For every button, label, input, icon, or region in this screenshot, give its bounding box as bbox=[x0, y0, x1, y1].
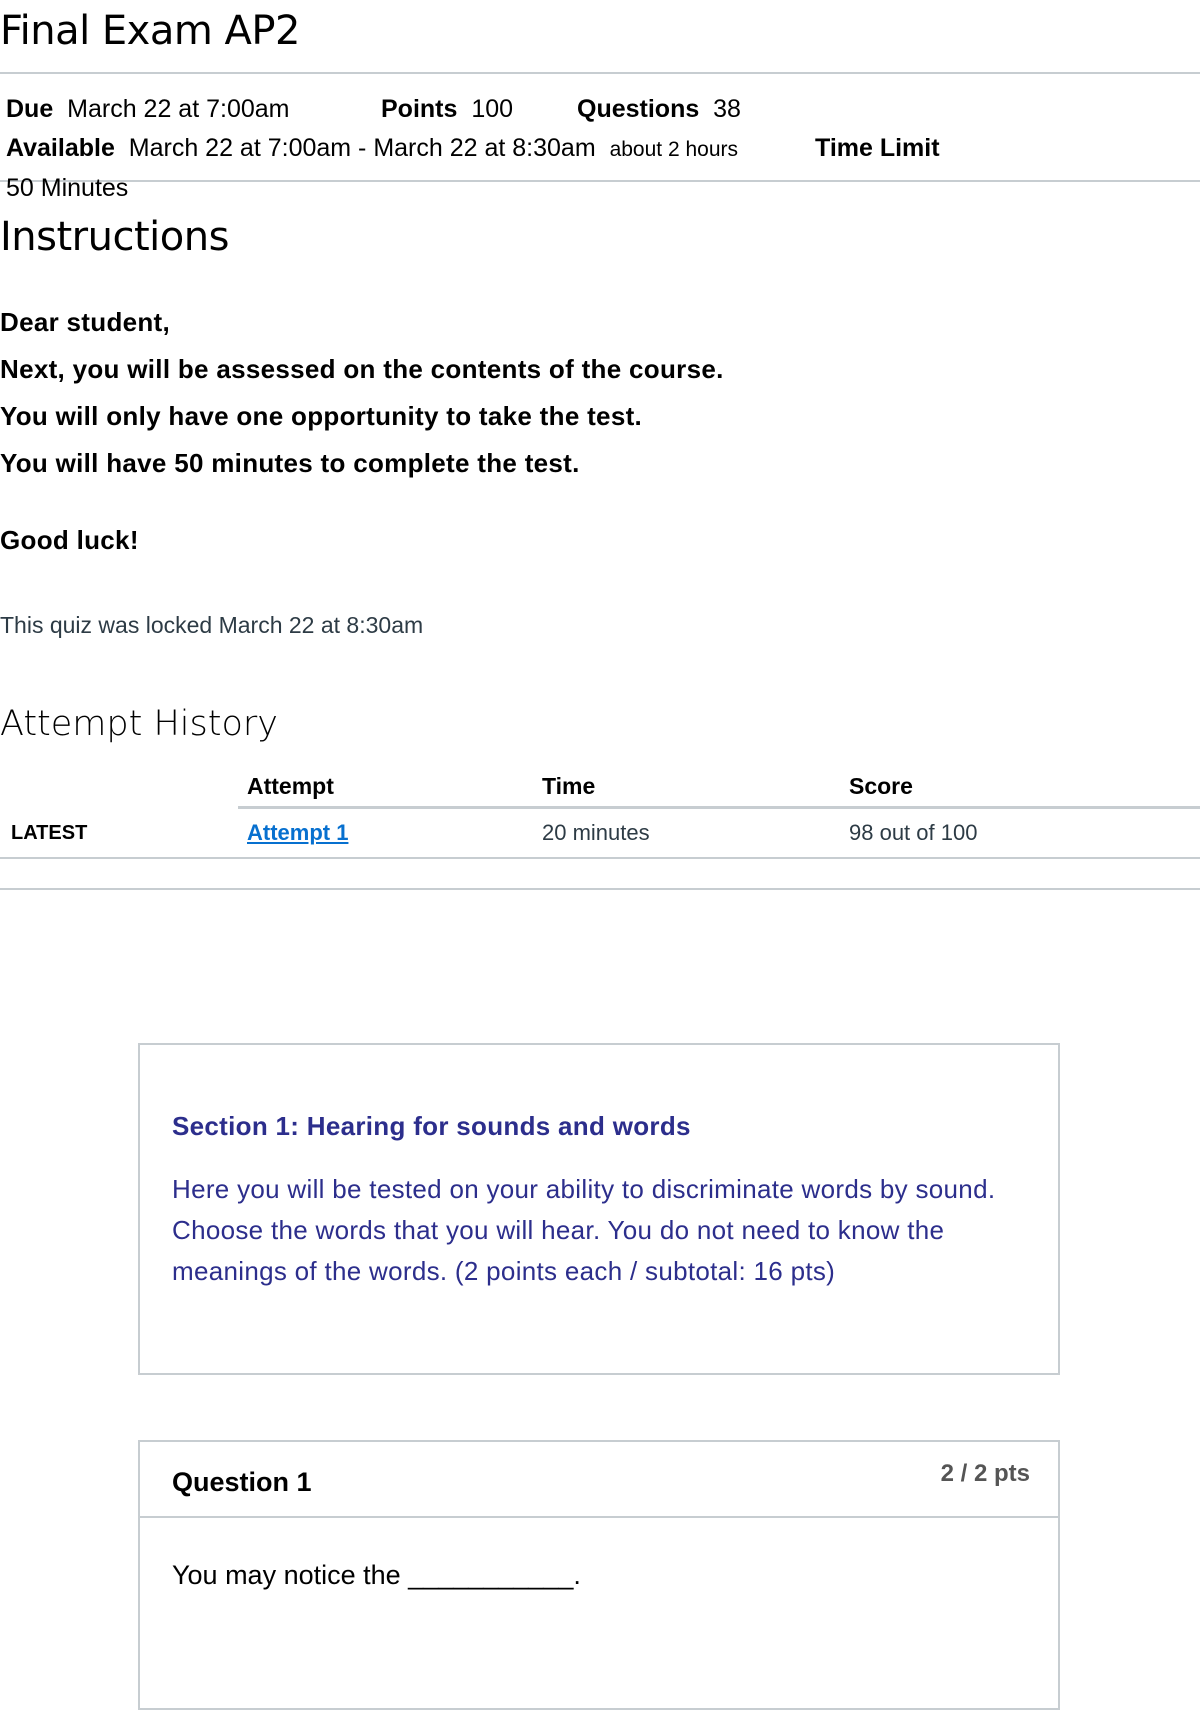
questions-label: Questions bbox=[577, 95, 700, 123]
question-title: Question 1 bbox=[172, 1467, 312, 1497]
details-divider bbox=[0, 180, 1200, 182]
question-card bbox=[138, 1440, 1060, 1710]
instructions-closing: Good luck! bbox=[0, 525, 139, 555]
instructions-greeting: Dear student, bbox=[0, 307, 171, 337]
questions-value: 38 bbox=[713, 95, 741, 123]
quiz-details-row-1 bbox=[6, 95, 741, 124]
section-title: Section 1: Hearing for sounds and words bbox=[172, 1111, 691, 1141]
instructions-line-1: Next, you will be assessed on the contents of the course. bbox=[0, 354, 724, 384]
title-divider bbox=[0, 72, 1200, 74]
attempt-link[interactable]: Attempt 1 bbox=[247, 820, 349, 845]
points-info bbox=[381, 95, 577, 124]
available-info bbox=[6, 134, 815, 163]
available-value: March 22 at 7:00am - March 22 at 8:30am bbox=[128, 134, 596, 162]
quiz-locked-message: This quiz was locked March 22 at 8:30am bbox=[0, 612, 424, 638]
time-limit-label: Time Limit bbox=[815, 134, 940, 162]
score-cell: 98 out of 100 bbox=[849, 820, 978, 845]
due-label: Due bbox=[6, 95, 54, 123]
question-text: You may notice the ___________. bbox=[172, 1560, 581, 1590]
available-label: Available bbox=[6, 134, 115, 162]
table-row-divider bbox=[0, 857, 1200, 859]
attempt-cell bbox=[247, 820, 348, 846]
table-bottom-divider bbox=[0, 888, 1200, 890]
time-cell: 20 minutes bbox=[542, 820, 650, 845]
time-limit-value: 50 Minutes bbox=[6, 174, 129, 202]
page-title: Final Exam AP2 bbox=[0, 8, 300, 54]
instructions-line-3: You will have 50 minutes to complete the test. bbox=[0, 448, 580, 478]
points-label: Points bbox=[381, 95, 458, 123]
due-info bbox=[6, 95, 381, 124]
column-header-attempt: Attempt bbox=[247, 773, 334, 799]
available-duration: about 2 hours bbox=[609, 138, 739, 161]
column-header-time: Time bbox=[542, 773, 596, 799]
column-header-score: Score bbox=[849, 773, 913, 799]
table-header-divider bbox=[238, 806, 1200, 809]
attempt-history-heading: Attempt History bbox=[0, 704, 278, 744]
question-header bbox=[140, 1442, 1058, 1518]
instructions-heading: Instructions bbox=[0, 214, 229, 260]
points-value: 100 bbox=[471, 95, 514, 123]
question-points: 2 / 2 pts bbox=[940, 1460, 1030, 1487]
quiz-details-row-2 bbox=[6, 134, 940, 163]
due-value: March 22 at 7:00am bbox=[67, 95, 290, 123]
questions-info bbox=[577, 95, 741, 124]
instructions-line-2: You will only have one opportunity to take the test. bbox=[0, 401, 643, 431]
section-intro-box bbox=[138, 1043, 1060, 1375]
section-description: Here you will be tested on your ability to discriminate words by sound. Choose the words that you will hear. You do not need to know the meanings of the words. (2 points each / subtotal: 16 pts) bbox=[172, 1174, 996, 1286]
latest-badge: LATEST bbox=[11, 822, 88, 844]
